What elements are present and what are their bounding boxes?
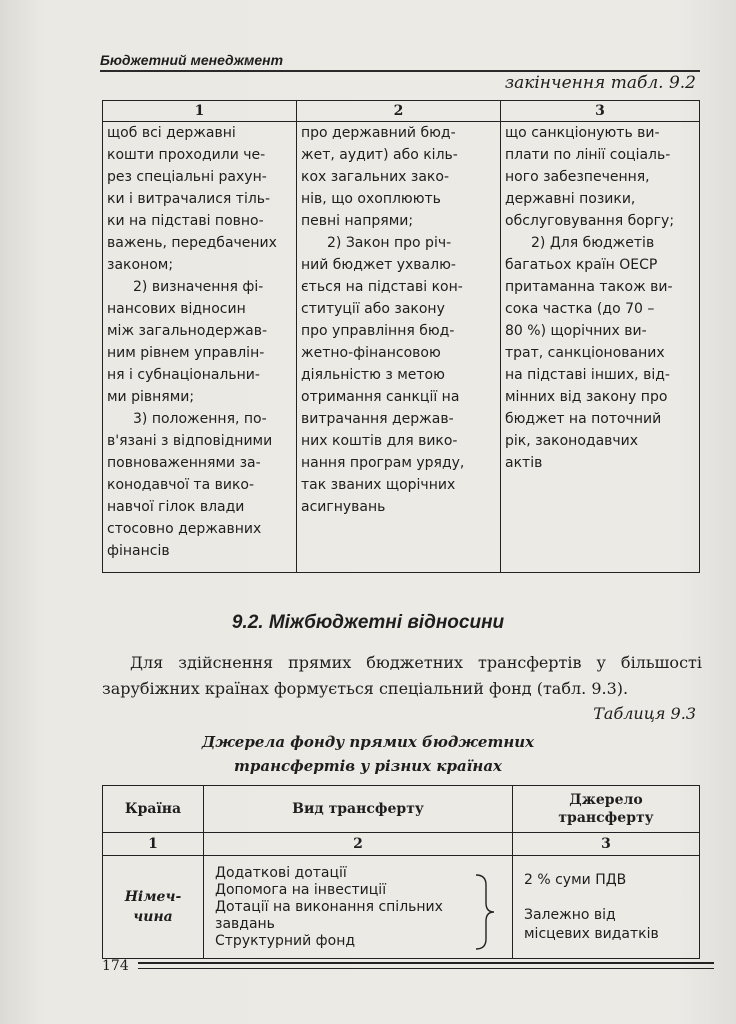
col3-line: трат, санкціонованих (505, 345, 665, 361)
col3-line: сока частка (до 70 – (505, 301, 655, 317)
table1-col2-number: 2 (297, 101, 501, 122)
col1-line: навчої гілок влади (107, 499, 245, 515)
col3-line: рік, законодавчих (505, 433, 639, 449)
col1-line: в'язані з відповідними (107, 433, 273, 449)
transfer-item: Структурний фонд (215, 932, 356, 949)
table2-col3-number: 3 (513, 833, 700, 856)
table1-col1-number: 1 (103, 101, 297, 122)
table1-col3-number: 3 (501, 101, 700, 122)
caption-line-2: трансфертів у різних країнах (234, 757, 502, 775)
col3-line: багатьох країн ОЕСР (505, 257, 658, 273)
col3-line: що санкціонують ви- (505, 125, 660, 141)
table-9-3-label: Таблиця 9.3 (593, 704, 696, 723)
table2-col1-number: 1 (103, 833, 204, 856)
col1-line: повноваженнями за- (107, 455, 261, 471)
table2-header-row (103, 786, 700, 833)
col2-line: про державний бюд- (301, 125, 456, 141)
col3-line: мінних від закону про (505, 389, 668, 405)
header-transfer-type: Вид трансферту (204, 786, 513, 833)
col2-line: жетно-фінансовою (301, 345, 441, 361)
col2-line: ється на підставі кон- (301, 279, 463, 295)
col1-line: 2) визначення фі- (133, 279, 264, 295)
col3-line: притаманна також ви- (505, 279, 673, 295)
country-cell (103, 856, 204, 959)
col2-line: них коштів для вико- (301, 433, 458, 449)
section-title: 9.2. Міжбюджетні відносини (231, 612, 505, 633)
table2-col2-number: 2 (204, 833, 513, 856)
col3-line: 2) Для бюджетів (531, 235, 655, 251)
transfer-item: Дотації на виконання спільних (215, 898, 443, 915)
col3-line: державні позики, (505, 191, 636, 207)
col1-line: кошти проходили че- (107, 147, 266, 163)
col3-line: на підставі інших, від- (505, 367, 670, 383)
col1-line: 3) положення, по- (133, 411, 267, 427)
header-source-line-1: Джерело (569, 792, 643, 808)
col1-line: нансових відносин (107, 301, 246, 317)
col1-line: ки на підставі повно- (107, 213, 264, 229)
table-9-2-continuation (102, 100, 700, 573)
col2-line: про управління бюд- (301, 323, 455, 339)
source-vat: 2 % суми ПДВ (524, 871, 627, 888)
caption-line-1: Джерела фонду прямих бюджетних (201, 733, 535, 751)
col1-line: стосовно державних (107, 521, 262, 537)
col2-line: нання програм уряду, (301, 455, 465, 471)
transfer-types-cell (204, 856, 513, 959)
table-9-3-caption (0, 730, 736, 778)
table2-row-germany (103, 856, 700, 959)
col1-line: фінансів (107, 543, 170, 559)
col1-line: між загальнодержав- (107, 323, 268, 339)
col1-line: ми рівнями; (107, 389, 195, 405)
col3-line: обслуговування боргу; (505, 213, 675, 229)
transfer-source-cell (513, 856, 700, 959)
col1-line: ня і субнаціональни- (107, 367, 260, 383)
col2-line: діяльністю з метою (301, 367, 445, 383)
col1-line: щоб всі державні (107, 125, 236, 141)
curly-brace-icon (474, 873, 496, 951)
transfer-item: Додаткові дотації (215, 864, 347, 881)
table1-col2-cell (297, 122, 501, 573)
body-paragraph (102, 650, 702, 702)
col2-line: нів, що охоплюють (301, 191, 441, 207)
col3-line: ного забезпечення, (505, 169, 650, 185)
transfer-item: Допомога на інвестиції (215, 881, 387, 898)
transfer-item: завдань (215, 915, 275, 932)
source-local-2: місцевих видатків (524, 925, 659, 942)
footer-rule (138, 962, 714, 969)
col1-line: ним рівнем управлін- (107, 345, 265, 361)
col1-line: важень, передбачених (107, 235, 277, 251)
col2-line: витрачання держав- (301, 411, 454, 427)
header-source-line-2: трансферту (558, 810, 654, 826)
paragraph-line-2: зарубіжних країнах формується спеціальний фонд (табл. 9.3). (102, 679, 629, 698)
col1-line: законом; (107, 257, 174, 273)
table1-header-row (103, 101, 700, 122)
col1-line: конодавчої та вико- (107, 477, 255, 493)
header-transfer-source (513, 786, 700, 833)
table1-col3-cell (501, 122, 700, 573)
col2-line: отримання санкції на (301, 389, 460, 405)
country-line-1: Німеч- (124, 889, 182, 905)
col3-line: плати по лінії соціаль- (505, 147, 671, 163)
page-number: 174 (102, 958, 129, 974)
paragraph-line-1: Для здійснення прямих бюджетних трансфертів у більшості (130, 653, 702, 672)
col2-line: так званих щорічних (301, 477, 456, 493)
table-continuation-label: закінчення табл. 9.2 (504, 73, 696, 93)
col2-line: кох загальних зако- (301, 169, 449, 185)
col2-line: ний бюджет ухвалю- (301, 257, 456, 273)
col2-line: асигнувань (301, 499, 386, 515)
country-line-2: чина (133, 909, 173, 925)
col3-line: 80 %) щорічних ви- (505, 323, 647, 339)
table2-number-row (103, 833, 700, 856)
running-head: Бюджетний менеджмент (100, 52, 700, 72)
table-9-3 (102, 785, 700, 959)
header-country: Країна (103, 786, 204, 833)
source-local-1: Залежно від (524, 906, 616, 923)
col3-line: актів (505, 455, 543, 471)
table1-body-row (103, 122, 700, 573)
col2-line: певні напрями; (301, 213, 414, 229)
col2-line: ституції або закону (301, 301, 445, 317)
col2-line: 2) Закон про річ- (327, 235, 452, 251)
col1-line: ки і витрачалися тіль- (107, 191, 271, 207)
col1-line: рез спеціальні рахун- (107, 169, 267, 185)
col2-line: жет, аудит) або кіль- (301, 147, 458, 163)
col3-line: бюджет на поточний (505, 411, 662, 427)
table1-col1-cell (103, 122, 297, 573)
